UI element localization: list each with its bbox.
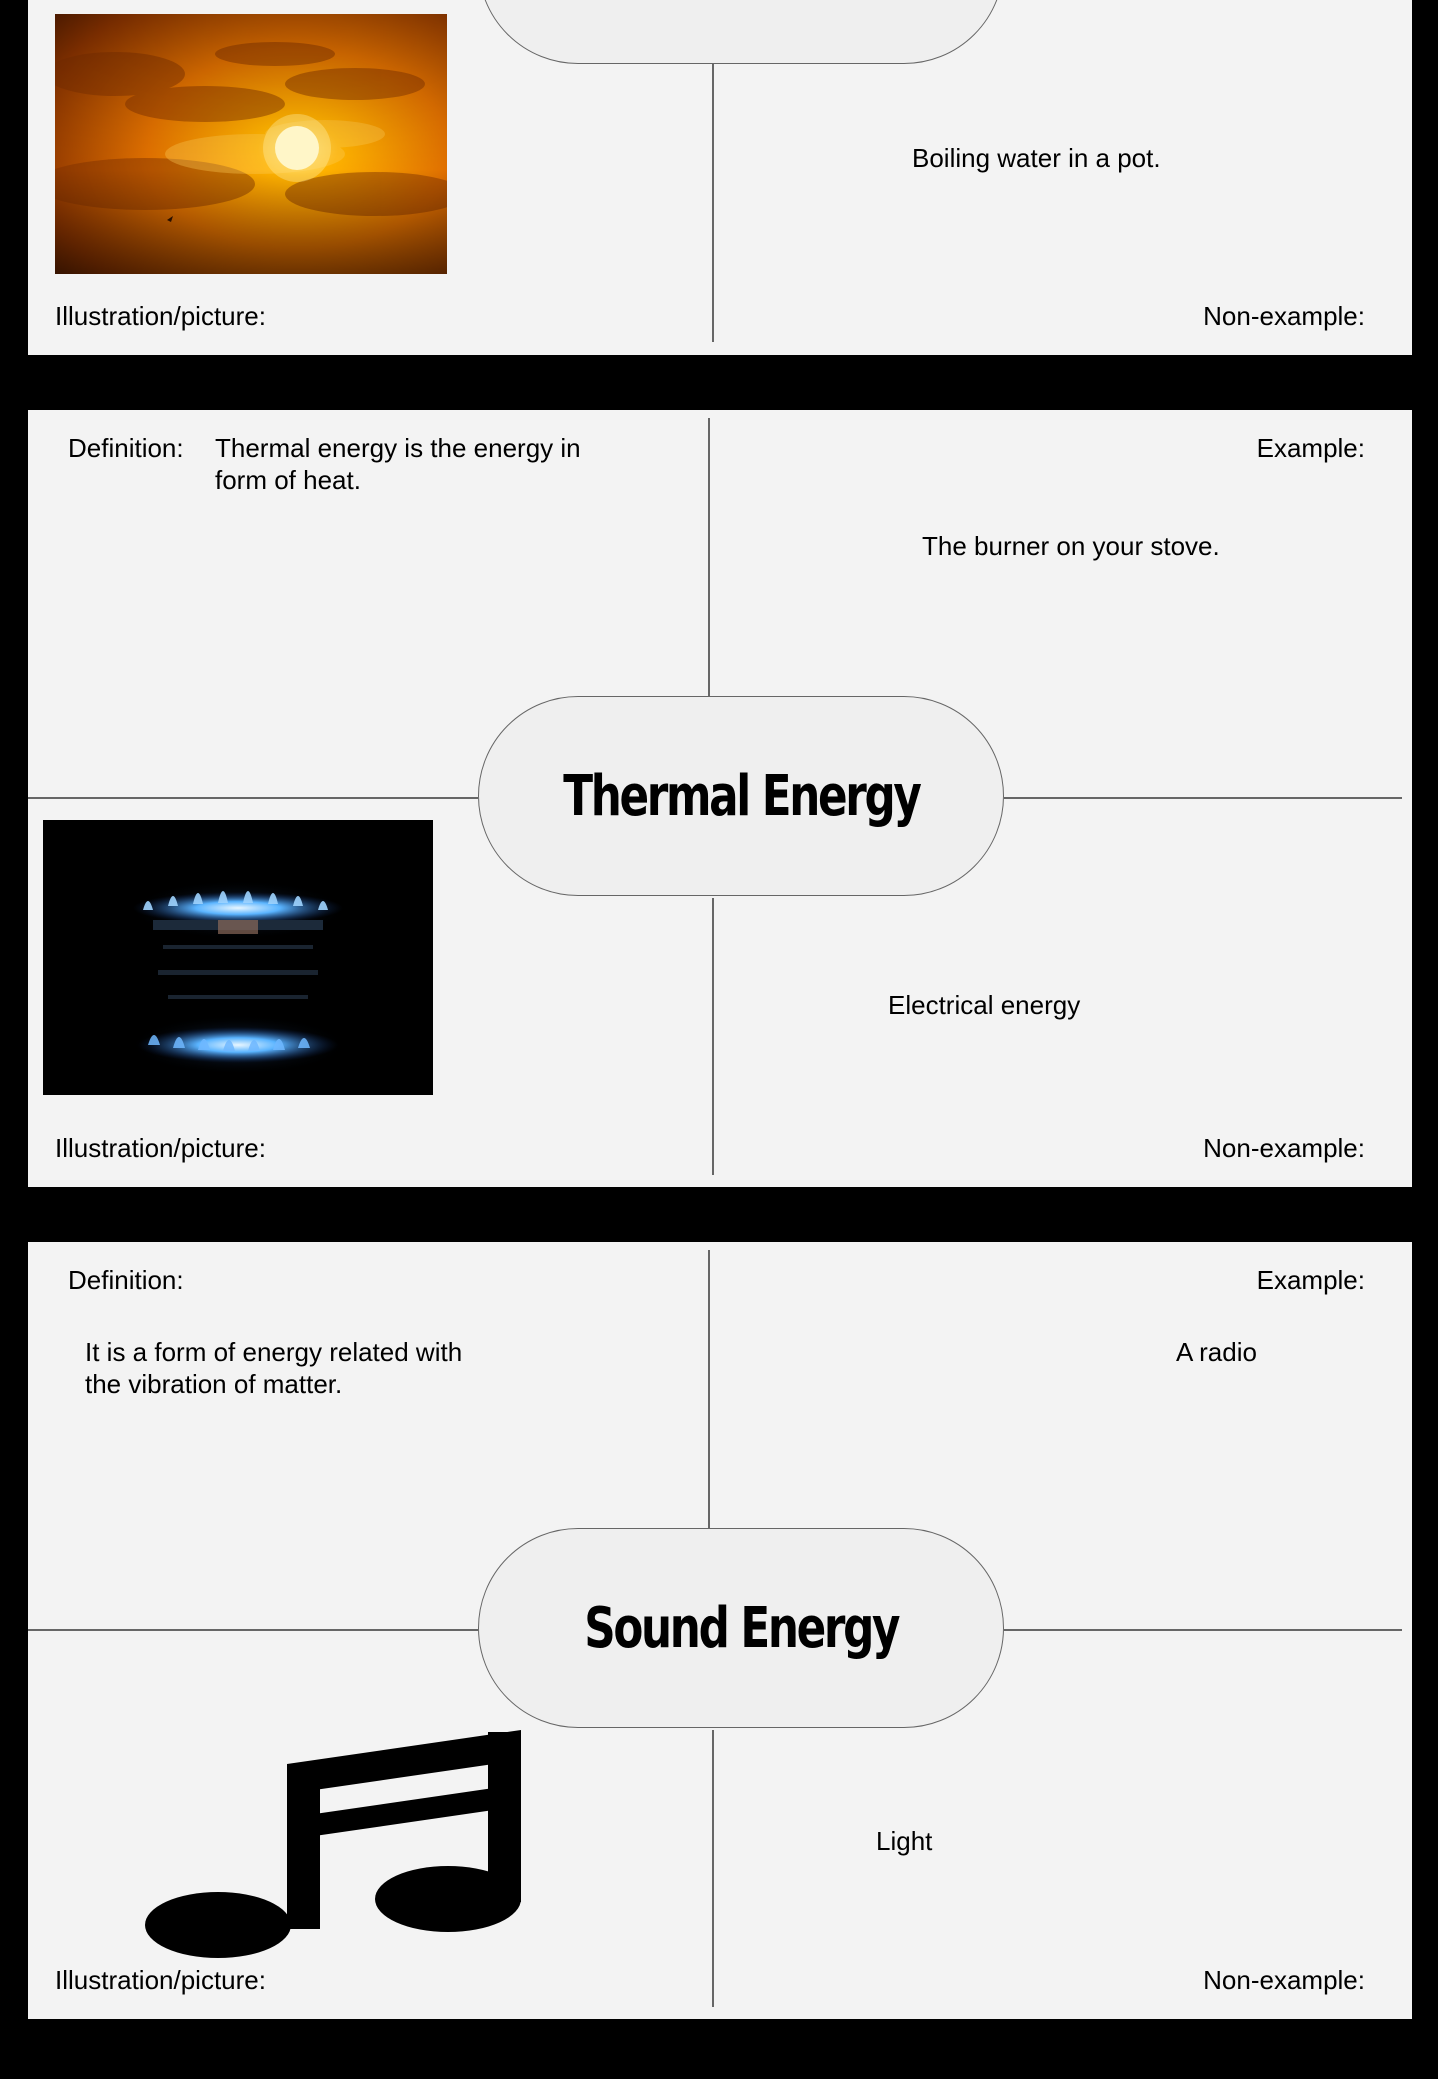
definition-text-line-2: form of heat. <box>215 465 361 495</box>
example-text: The burner on your stove. <box>922 531 1220 561</box>
definition-text-line-1: It is a form of energy related with <box>85 1337 463 1367</box>
nonexample-text: Light <box>876 1826 933 1856</box>
vertical-divider-bottom <box>712 1730 714 2007</box>
illustration-label: Illustration/picture: <box>55 1133 266 1163</box>
concept-title: Sound Energy <box>584 1595 898 1661</box>
nonexample-text: Electrical energy <box>888 990 1081 1020</box>
illustration-label: Illustration/picture: <box>55 1965 266 1995</box>
music-note-icon <box>143 1722 523 1982</box>
title-pill <box>478 0 1004 64</box>
title-pill <box>478 1528 1004 1728</box>
vertical-divider-top <box>708 1250 710 1538</box>
nonexample-label: Non-example: <box>1203 301 1365 331</box>
definition-label: Definition: <box>68 1265 184 1295</box>
horizontal-divider-right <box>1004 1629 1402 1631</box>
horizontal-divider-left <box>28 797 478 799</box>
example-label: Example: <box>1256 433 1365 463</box>
nonexample-text: Boiling water in a pot. <box>912 143 1161 173</box>
vertical-divider <box>712 64 714 342</box>
sunset-photo <box>55 14 447 274</box>
frayer-slide-2 <box>28 410 1412 1187</box>
frayer-slide-3 <box>28 1242 1412 2019</box>
concept-title: Thermal Energy <box>562 763 920 829</box>
example-label: Example: <box>1256 1265 1365 1295</box>
definition-text-line-1: Thermal energy is the energy in <box>215 433 581 463</box>
definition-label: Definition: <box>68 433 184 463</box>
horizontal-divider-right <box>1004 797 1402 799</box>
vertical-divider-bottom <box>712 898 714 1175</box>
nonexample-label: Non-example: <box>1203 1133 1365 1163</box>
frayer-slide-1 <box>28 0 1412 355</box>
horizontal-divider-left <box>28 1629 478 1631</box>
nonexample-label: Non-example: <box>1203 1965 1365 1995</box>
gas-burner-photo <box>43 820 433 1095</box>
title-pill <box>478 696 1004 896</box>
illustration-label: Illustration/picture: <box>55 301 266 331</box>
example-text: A radio <box>1176 1337 1257 1367</box>
definition-text-line-2: the vibration of matter. <box>85 1369 343 1399</box>
vertical-divider-top <box>708 418 710 706</box>
